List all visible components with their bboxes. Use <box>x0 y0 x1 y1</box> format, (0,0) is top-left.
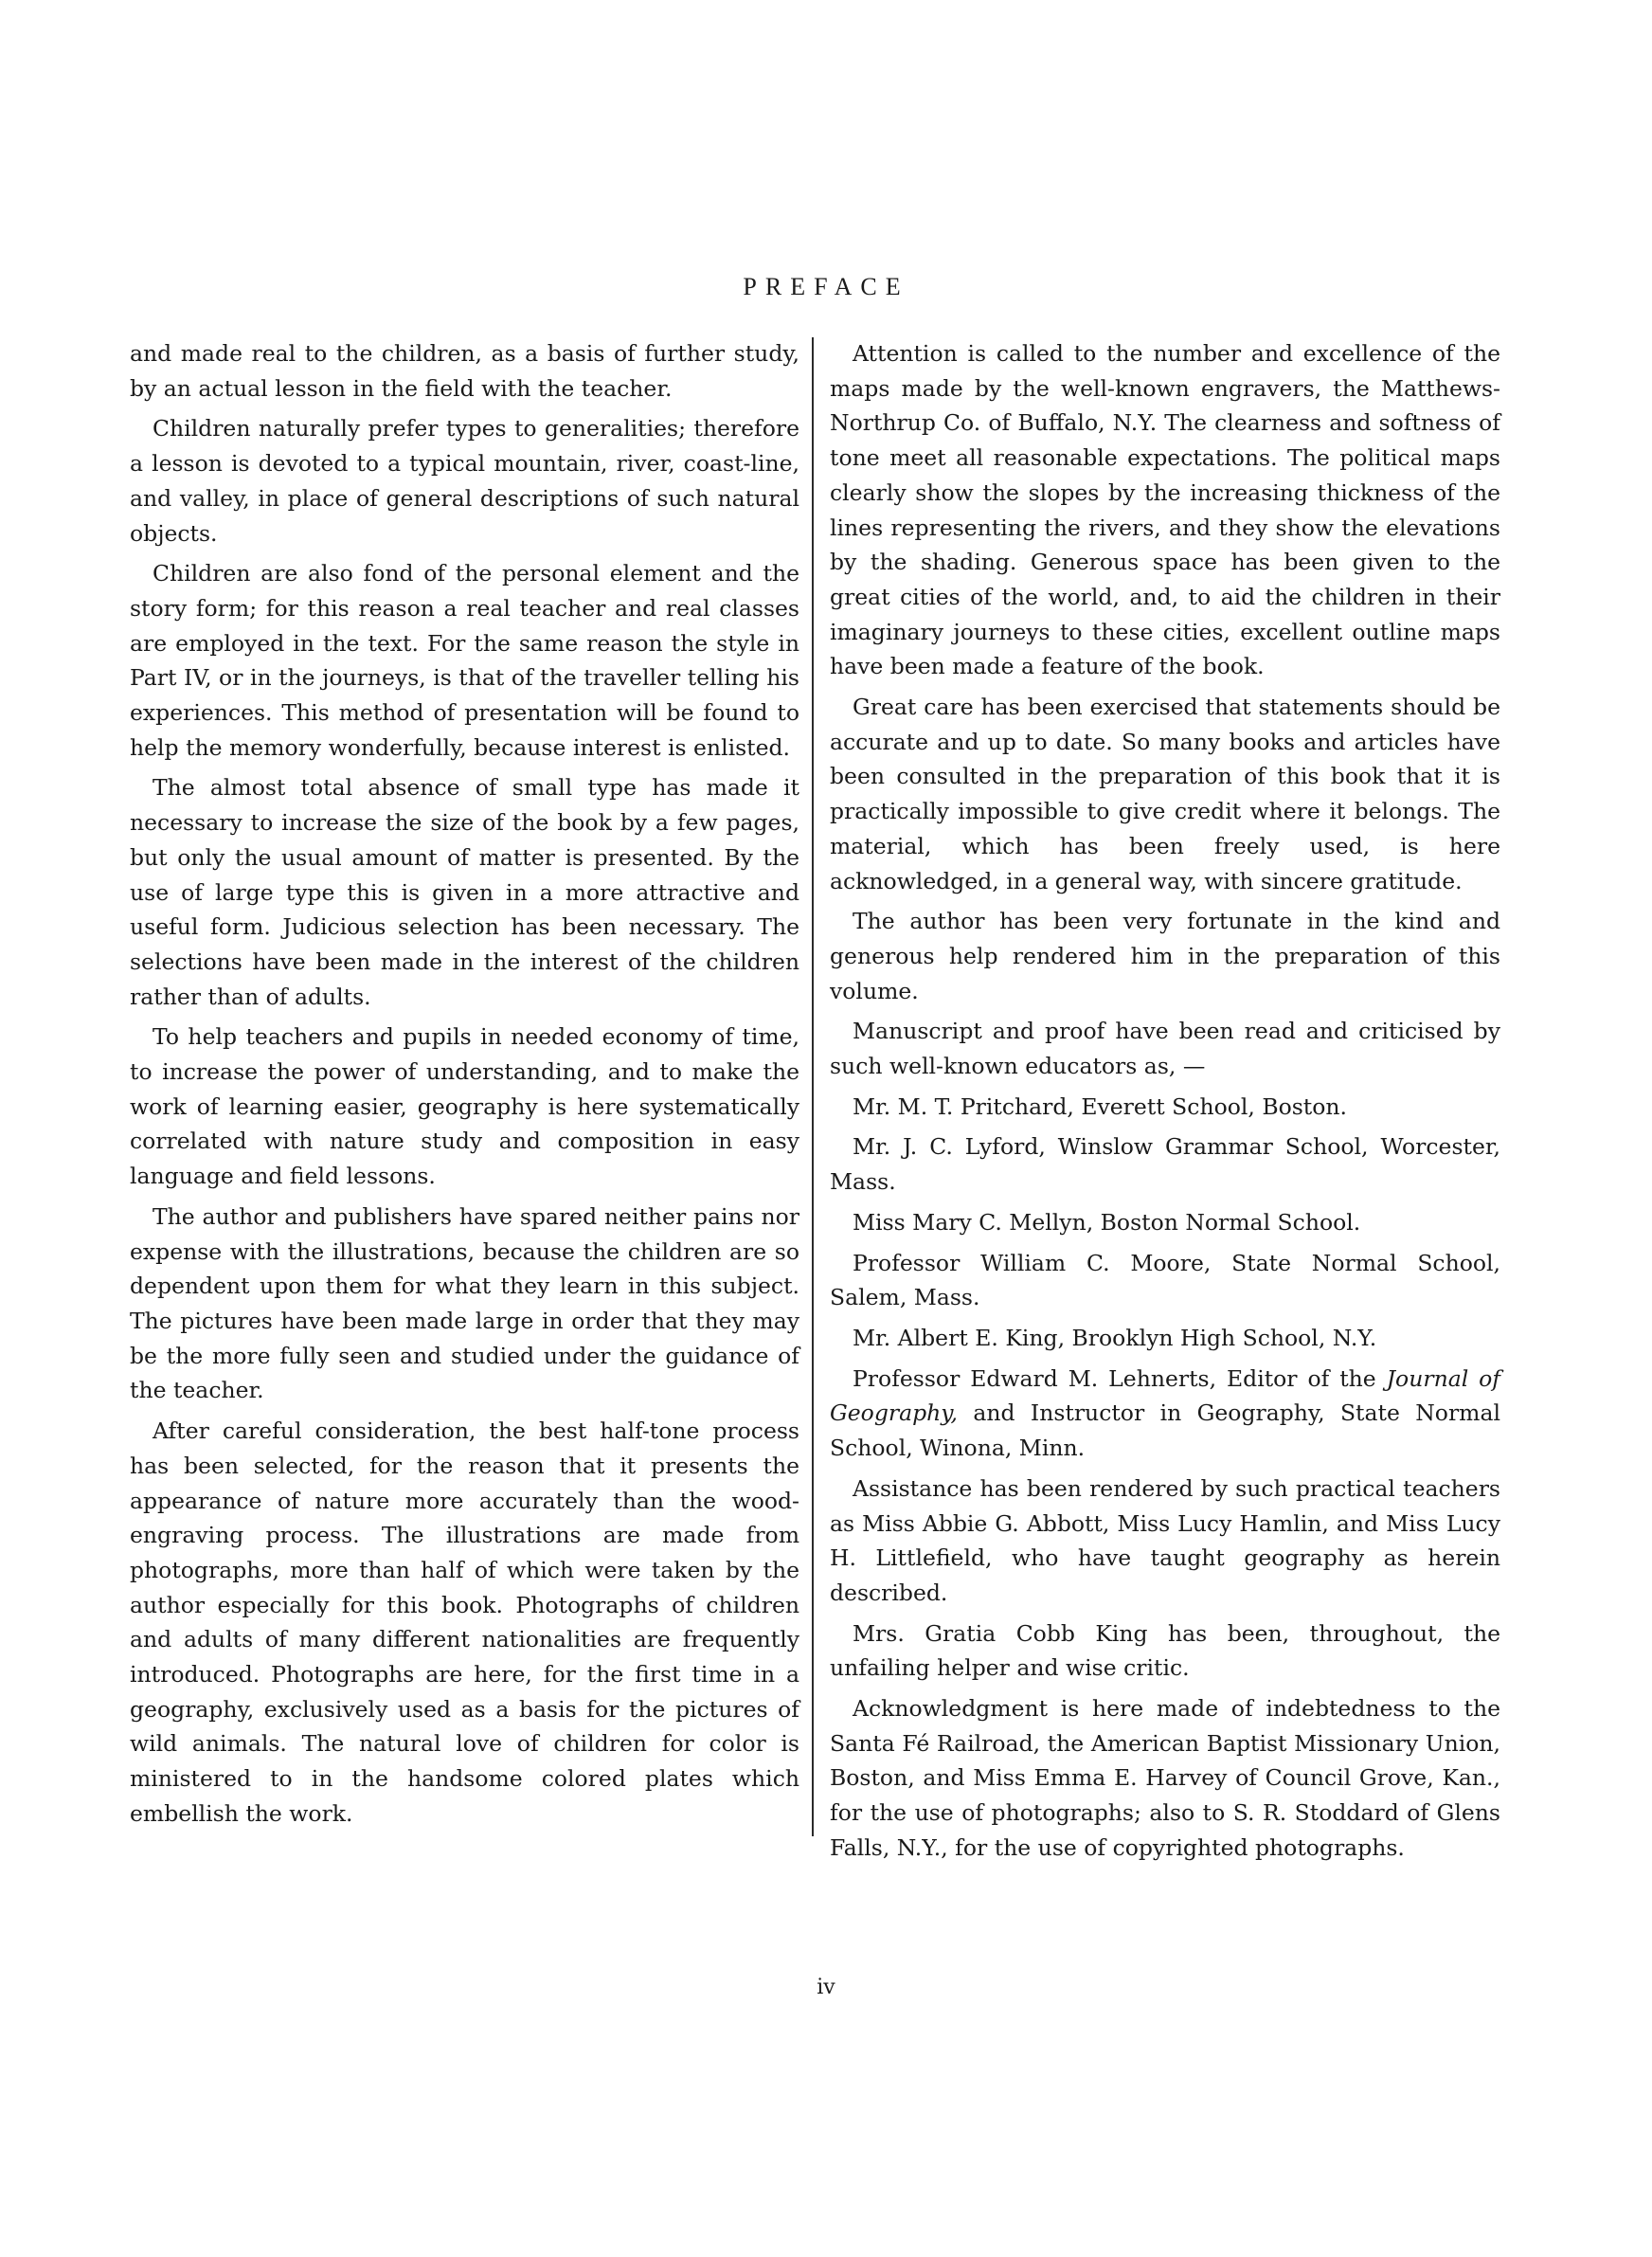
paragraph: Children are also fond of the personal element and the story form; for this reason a real teacher and real classes are employed in the text. For the same reason the style in Part IV, or in the journeys, is that of the traveller telling his experiences. This method of presentation will be found to help the memory wonderfully, because interest is enlisted. <box>130 560 799 761</box>
paragraph: Manuscript and proof have been read and criticised by such well-known educators as, — <box>830 1018 1500 1080</box>
paragraph: After careful consideration, the best half-tone process has been selected, for the reason that it presents the appearance of nature more accurately than the wood-engraving process. The illustrations are made from photographs, more than half of which were taken by the author especially for this book. Photographs of children and adults of many different nationalities are frequently introduced. Photographs are here, for the first time in a geography, exclusively used as a basis for the pictures of wild animals. The natural love of children for color is ministered to in the handsome colored plates which embellish the work. <box>130 1417 799 1827</box>
journal-title: Journal of Geography, <box>830 1364 1500 1427</box>
reviewer-entry: Miss Mary C. Mellyn, Boston Normal School. <box>853 1208 1361 1236</box>
paragraph: To help teachers and pupils in needed economy of time, to increase the power of understanding, and to make the work of learning easier, geography is here systematically correlated with nature study and composition in easy language and field lessons. <box>130 1023 799 1190</box>
page-title: PREFACE <box>743 273 909 300</box>
paragraph: The author and publishers have spared neither pains nor expense with the illustrations, because the children are so dependent upon them for what they learn in this subject. The pictures have been made large in order that they may be the more fully seen and studied under the guidance of the teacher. <box>130 1202 799 1404</box>
paragraph: Acknowledgment is here made of indebtedness to the Santa Fé Railroad, the American Baptist Missionary Union, Boston, and Miss Emma E. Harvey of Council Grove, Kan., for the use of photographs; also to S. R. Stoddard of Glens Falls, N.Y., for the use of copyrighted photographs. <box>830 1695 1500 1861</box>
lehnerts-text-after: and Instructor in Geography, State Normal School, Winona, Minn. <box>830 1399 1500 1462</box>
paragraph: The almost total absence of small type has made it necessary to increase the size of the book by a few pages, but only the usual amount of matter is presented. By the use of large type this is given in a more attractive and useful form. Judicious selection has been necessary. The selections have been made in the interest of the children rather than of adults. <box>130 774 799 1010</box>
paragraph: Great care has been exercised that statements should be accurate and up to date. So many books and articles have been consulted in the preparation of this book that it is practically impossible to give credit where it belongs. The material, which has been freely used, is here acknowledged, in a general way, with sincere gratitude. <box>830 694 1500 894</box>
paragraph: Children naturally prefer types to generalities; therefore a lesson is devoted to a typical mountain, river, coast-line, and valley, in place of general descriptions of such natural objects. <box>130 415 799 547</box>
reviewer-entry: Mr. Albert E. King, Brooklyn High School, N.Y. <box>853 1324 1377 1351</box>
left-column <box>130 336 799 1837</box>
paragraph: and made real to the children, as a basis of further study, by an actual lesson in the field with the teacher. <box>130 340 799 402</box>
reviewer-entry: Mr. M. T. Pritchard, Everett School, Boston. <box>853 1092 1348 1120</box>
paragraph: The author has been very fortunate in the kind and generous help rendered him in the preparation of this volume. <box>830 908 1500 1004</box>
page-number: iv <box>817 1976 835 1999</box>
paragraph: Assistance has been rendered by such practical teachers as Miss Abbie G. Abbott, Miss Lucy Hamlin, and Miss Lucy H. Littlefield, who have taught geography as herein described. <box>830 1474 1500 1606</box>
paragraph: Attention is called to the number and excellence of the maps made by the well-known engravers, the Matthews-Northrup Co. of Buffalo, N.Y. The clearness and softness of tone meet all reasonable expectations. The political maps clearly show the slopes by the increasing thickness of the lines representing the rivers, and they show the elevations by the shading. Generous space has been given to the great cities of the world, and, to aid the children in their imaginary journeys to these cities, excellent outline maps have been made a feature of the book. <box>830 340 1500 680</box>
paragraph: Mrs. Gratia Cobb King has been, throughout, the unfailing helper and wise critic. <box>830 1619 1500 1682</box>
reviewer-entry: Professor William C. Moore, State Normal School, Salem, Mass. <box>830 1249 1500 1311</box>
column-divider <box>812 337 814 1836</box>
right-column <box>830 336 1500 1871</box>
lehnerts-text-before: Professor Edward M. Lehnerts, Editor of the <box>853 1364 1387 1392</box>
reviewer-entry: Mr. J. C. Lyford, Winslow Grammar School, Worcester, Mass. <box>830 1133 1500 1196</box>
reviewer-entry <box>830 1362 1500 1466</box>
